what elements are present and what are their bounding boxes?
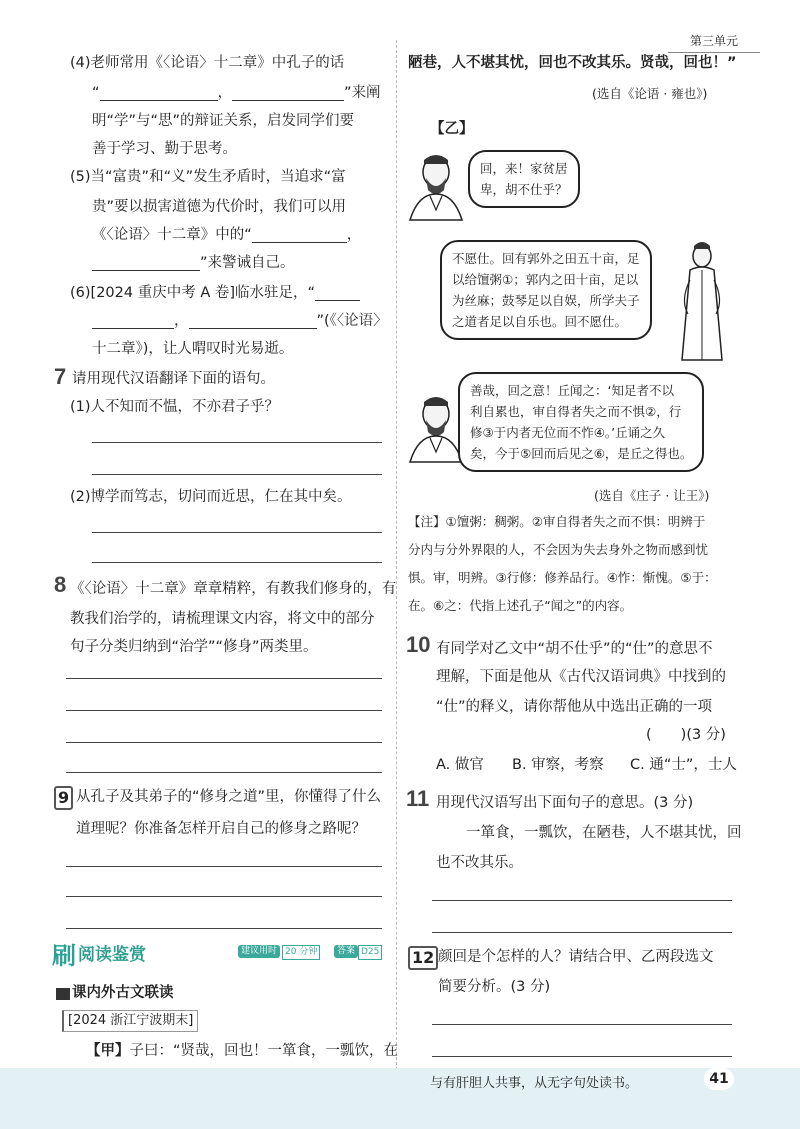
- answer-line[interactable]: [66, 866, 382, 867]
- q8-line2: 教我们治学的，请梳理课文内容，将文中的部分: [70, 611, 375, 627]
- answer-blank[interactable]: [232, 86, 344, 101]
- answer-line[interactable]: [92, 562, 382, 563]
- comma: ，: [346, 227, 362, 243]
- q6-5-line2: 贵”要以损害道德为代价时，我们可以用: [92, 199, 347, 215]
- q6-6-line2: [92, 308, 388, 334]
- question-number-7: 7: [54, 364, 67, 389]
- answer-line[interactable]: [92, 442, 382, 443]
- question-number-12: 12: [408, 946, 438, 970]
- source-tag: [2024 浙江宁波期末]: [62, 1010, 198, 1032]
- quote-close: ”来阐: [344, 85, 381, 101]
- note-line: 分内与分外界限的人，不会因为失去身外之物而感到忧: [408, 542, 709, 557]
- answer-line[interactable]: [66, 896, 382, 897]
- page-number: 41: [704, 1068, 734, 1090]
- yi-label: 【乙】: [430, 121, 474, 137]
- subsection-title: 课内外古文联读: [72, 985, 174, 1001]
- q6-5-suffix: ”来警诫自己。: [200, 255, 295, 271]
- bubble1-line: 卑，胡不仕乎？: [480, 182, 568, 197]
- q6-6-line1: [70, 280, 360, 306]
- option-b[interactable]: B. 审察，考察: [512, 757, 604, 773]
- answer-line[interactable]: [92, 532, 382, 533]
- q6-4-line4: 善于学习、勤于思考。: [92, 141, 237, 157]
- q9-line1: 从孔子及其弟子的“修身之道”里，你懂得了什么: [76, 789, 382, 805]
- answer-blank[interactable]: [92, 256, 200, 271]
- answer-blank[interactable]: [315, 286, 360, 301]
- section-title: 阅读鉴赏: [78, 945, 146, 965]
- q10-line2: 理解，下面是他从《古代汉语词典》中找到的: [436, 669, 726, 685]
- answer-page: D25: [358, 945, 382, 960]
- q10-line1: 有同学对乙文中“胡不仕乎”的“仕”的意思不: [436, 641, 713, 657]
- q9-line2: 道理呢？你准备怎样开启自己的修身之路呢？: [76, 821, 366, 837]
- q8-line1: 《〈论语〉十二章》章章精粹，有教我们修身的，有: [70, 581, 397, 597]
- bubble2-line: 之道者足以自乐也。回不愿仕。: [452, 314, 628, 329]
- q6-5-prefix: 《〈论语〉十二章》中的“: [92, 227, 252, 243]
- answer-blank[interactable]: [189, 314, 317, 329]
- answer-blank[interactable]: [252, 228, 347, 243]
- bubble3-line: 善哉，回之意！丘闻之：‘知足者不以: [470, 383, 674, 398]
- q7-sentence-1: (1)人不知而不愠，不亦君子乎？: [70, 399, 280, 415]
- q12-line1: 颜回是个怎样的人？请结合甲、乙两段选文: [438, 949, 714, 965]
- bubble1-line: 回，来！家贫居: [480, 161, 568, 176]
- question-number-10: 10: [406, 632, 431, 657]
- bubble2-line: 以给𫗴粥①；郭内之田十亩，足以: [452, 272, 639, 287]
- section-banner: [52, 938, 382, 970]
- comma: ，: [217, 85, 233, 101]
- option-c[interactable]: C. 通“士”，士人: [630, 757, 737, 773]
- quote-open: “: [92, 85, 100, 101]
- q6-5-line3: [92, 222, 361, 248]
- comma: ，: [174, 313, 189, 329]
- q6-5-line1: (5)当“富贵”和“义”发生矛盾时，当追求“富: [70, 169, 346, 185]
- question-number-9: 9: [54, 786, 73, 810]
- question-number-8: 8: [54, 572, 67, 597]
- jia-label: 【甲】: [86, 1043, 130, 1059]
- bubble3-line: 矣，今于⑤回而后见之⑥，是丘之得也。: [470, 446, 693, 461]
- subsection-marker: [56, 988, 70, 1000]
- footer-motto: 与有肝胆人共事，从无字句处读书。: [430, 1076, 639, 1091]
- q6-5-line4: [92, 250, 295, 276]
- source-2: (选自《庄子 · 让王》): [594, 488, 710, 503]
- q10-line3: “仕”的释义，请你帮他从中选出正确的一项: [436, 699, 713, 715]
- answer-line[interactable]: [66, 678, 382, 679]
- answer-line[interactable]: [66, 742, 382, 743]
- source-1: (选自《论语 · 雍也》): [592, 86, 708, 101]
- q11-line2: 一箪食，一瓢饮，在陋巷，人不堪其忧，回: [466, 825, 742, 841]
- page-footer: [0, 1068, 800, 1129]
- answer-line[interactable]: [432, 932, 732, 933]
- jia-text: 子曰：“贤哉，回也！一箪食，一瓢饮，在: [129, 1043, 399, 1059]
- bubble3-line: 利自累也，审自得者失之而不惧②，行: [470, 404, 682, 419]
- q6-4-line3: 明“学”与“思”的辩证关系，启发同学们要: [92, 113, 355, 129]
- q10-answer-bracket[interactable]: ( )(3 分): [646, 727, 726, 743]
- q6-4-line2: [92, 80, 381, 106]
- q7-sentence-2: (2)博学而笃志，切问而近思，仁在其中矣。: [70, 489, 352, 505]
- speech-bubble-3: [458, 372, 704, 472]
- speech-bubble-1: [468, 150, 580, 208]
- answer-line[interactable]: [66, 772, 382, 773]
- answer-line[interactable]: [92, 474, 382, 475]
- q12-line2: 简要分析。(3 分): [438, 979, 551, 995]
- bubble2-line: 不愿仕。回有郭外之田五十亩，足: [452, 251, 640, 266]
- answer-blank[interactable]: [100, 86, 218, 101]
- q6-4-line1: (4)老师常用《〈论语〉十二章》中孔子的话: [70, 55, 345, 71]
- time-value: 20 分钟: [282, 945, 320, 960]
- q11-line1: 用现代汉语写出下面句子的意思。(3 分): [436, 795, 694, 811]
- note-line: 【注】①𫗴粥：稠粥。②审自得者失之而不惧：明辨于: [408, 514, 706, 529]
- answer-line[interactable]: [432, 1024, 732, 1025]
- answer-line[interactable]: [432, 900, 732, 901]
- q8-line3: 句子分类归纳到“治学”“修身”两类里。: [70, 639, 318, 655]
- column-divider: [396, 40, 397, 1070]
- unit-header: 第三单元: [668, 32, 760, 53]
- q6-6-line3: 十二章》)，让人喟叹时光易逝。: [92, 341, 294, 357]
- q11-line3: 也不改其乐。: [436, 855, 523, 871]
- answer-line[interactable]: [66, 928, 382, 929]
- bubble2-line: 为丝麻；鼓琴足以自娱，所学夫子: [452, 293, 640, 308]
- confucius-figure-1: [404, 150, 468, 222]
- speech-bubble-2: [440, 240, 652, 340]
- note-line: 惧。审，明辨。③行修：修养品行。④怍：惭愧。⑤于：: [408, 570, 717, 585]
- time-tag: 建议用时: [238, 945, 280, 958]
- answer-line[interactable]: [66, 710, 382, 711]
- option-a[interactable]: A. 做官: [436, 757, 484, 773]
- bubble3-line: 修③于内者无位而不怍④。’丘诵之久: [470, 425, 666, 440]
- note-line: 在。⑥之：代指上述孔子“闻之”的内容。: [408, 598, 633, 613]
- q6-6-suffix: ”(《〈论语〉: [316, 313, 388, 329]
- jia-passage: [86, 1038, 398, 1064]
- answer-line[interactable]: [432, 1056, 732, 1057]
- jia-continuation: 陋巷，人不堪其忧，回也不改其乐。贤哉，回也！”: [408, 55, 737, 71]
- q7-title: 请用现代汉语翻译下面的语句。: [72, 371, 275, 387]
- yanhui-figure: [670, 240, 730, 366]
- answer-tag: 答案: [334, 945, 358, 958]
- brand-glyph: 刷: [52, 942, 76, 970]
- q6-6-prefix: (6)[2024 重庆中考 A 卷]临水驻足，“: [70, 285, 316, 301]
- answer-blank[interactable]: [92, 314, 174, 329]
- question-number-11: 11: [406, 786, 430, 811]
